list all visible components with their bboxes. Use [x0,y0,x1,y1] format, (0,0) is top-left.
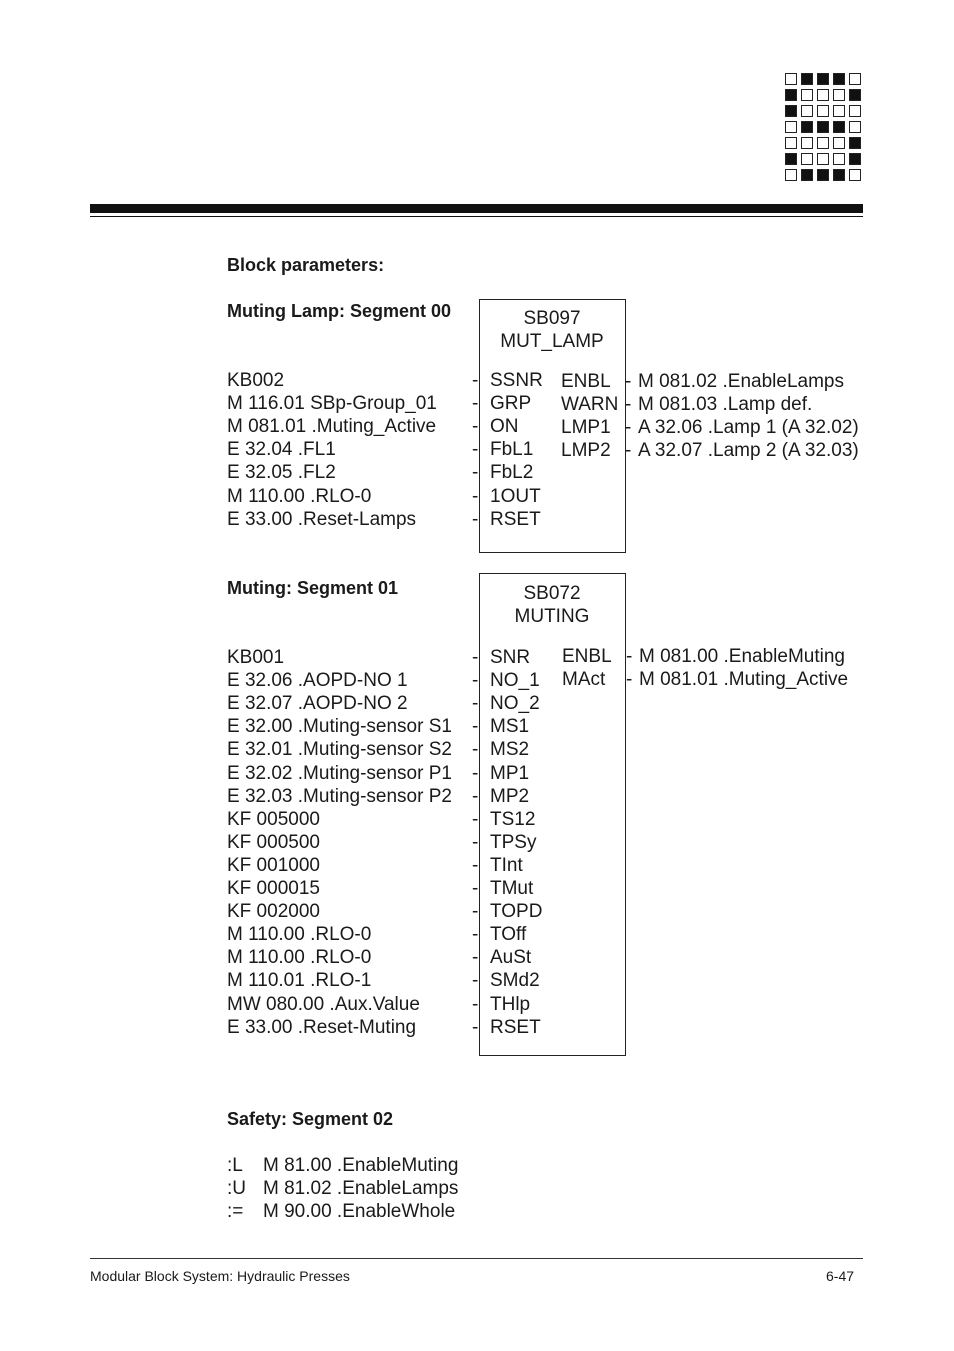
input-pin-label: MS2 [490,739,530,760]
input-pin-label: SMd2 [490,970,540,991]
input-pin-label: GRP [490,393,532,414]
input-connector: - [472,393,479,414]
output-target-label: M 081.01 .Muting_Active [639,669,849,690]
input-connector: - [472,947,479,968]
input-connector: - [472,878,479,899]
input-pin-label: FbL2 [490,462,534,483]
input-connector: - [472,739,479,760]
logo-cell [801,89,813,101]
logo-cell [801,137,813,149]
input-pin-label: MS1 [490,716,530,737]
logo-cell [817,153,829,165]
output-pin-label: LMP1 [561,417,611,438]
muting-block-id: SB072 [523,583,581,604]
safety-operator: :L [227,1155,243,1176]
input-source-label: E 32.06 .AOPD-NO 1 [227,670,408,691]
safety-segment-heading: Safety: Segment 02 [227,1109,394,1129]
logo-cell [833,153,845,165]
output-target-label: M 081.00 .EnableMuting [639,646,845,667]
logo-cell [833,121,845,133]
input-source-label: E 32.03 .Muting-sensor P2 [227,786,452,807]
logo-cell [801,169,813,181]
safety-operand: M 81.00 .EnableMuting [263,1155,459,1176]
input-pin-label: RSET [490,509,541,530]
input-pin-label: RSET [490,1017,541,1038]
footer-rule [90,1258,863,1259]
logo-cell [849,105,861,117]
input-pin-label: NO_2 [490,693,540,714]
input-pin-label: AuSt [490,947,532,968]
input-pin-label: TMut [490,878,534,899]
input-connector: - [472,716,479,737]
logo-cell [785,153,797,165]
input-source-label: M 110.00 .RLO-0 [227,924,372,945]
input-connector: - [472,786,479,807]
footer-title: Modular Block System: Hydraulic Presses [90,1268,350,1284]
logo-cell [801,121,813,133]
input-source-label: E 33.00 .Reset-Lamps [227,509,417,530]
input-pin-label: MP2 [490,786,530,807]
input-pin-label: MP1 [490,763,530,784]
page-number: 6-47 [826,1268,855,1284]
output-pin-label: MAct [562,669,606,690]
logo-cell [849,89,861,101]
logo-cell [785,73,797,85]
input-connector: - [472,439,479,460]
logo-cell [849,137,861,149]
input-source-label: M 110.00 .RLO-0 [227,947,372,968]
logo-cell [817,121,829,133]
output-pin-label: ENBL [562,646,612,667]
output-pin-label: WARN [561,394,619,415]
input-pin-label: TOff [490,924,527,945]
input-connector: - [472,763,479,784]
input-connector: - [472,486,479,507]
input-connector: - [472,416,479,437]
input-pin-label: SNR [490,647,531,668]
input-source-label: E 32.05 .FL2 [227,462,336,483]
muting-segment-heading: Muting: Segment 01 [227,578,399,598]
section-heading: Block parameters: [227,255,385,275]
lamp-block-id: SB097 [523,308,581,329]
input-source-label: M 110.01 .RLO-1 [227,970,372,991]
input-connector: - [472,670,479,691]
input-source-label: KF 000500 [227,832,320,853]
input-source-label: E 33.00 .Reset-Muting [227,1017,417,1038]
logo-cell [849,121,861,133]
output-connector: - [625,394,632,415]
logo-cell [817,73,829,85]
logo-cell [849,153,861,165]
input-source-label: MW 080.00 .Aux.Value [227,994,420,1015]
input-connector: - [472,855,479,876]
logo-cell [833,89,845,101]
input-pin-label: FbL1 [490,439,534,460]
input-source-label: KB002 [227,370,285,391]
logo-cell [785,89,797,101]
input-source-label: KB001 [227,647,285,668]
company-logo-icon [785,73,865,185]
output-connector: - [625,417,632,438]
input-connector: - [472,647,479,668]
input-source-label: KF 005000 [227,809,320,830]
output-pin-label: ENBL [561,371,611,392]
logo-cell [817,105,829,117]
input-pin-label: THlp [490,994,531,1015]
lamp-segment-heading: Muting Lamp: Segment 00 [227,301,452,321]
logo-cell [849,169,861,181]
input-source-label: E 32.00 .Muting-sensor S1 [227,716,452,737]
input-connector: - [472,1017,479,1038]
lamp-block-name: MUT_LAMP [500,331,604,352]
input-connector: - [472,693,479,714]
input-source-label: M 081.01 .Muting_Active [227,416,437,437]
logo-cell [801,153,813,165]
logo-cell [785,105,797,117]
logo-cell [849,73,861,85]
input-source-label: E 32.02 .Muting-sensor P1 [227,763,452,784]
input-source-label: KF 002000 [227,901,320,922]
output-connector: - [625,371,632,392]
input-connector: - [472,809,479,830]
safety-operand: M 81.02 .EnableLamps [263,1178,459,1199]
input-source-label: M 116.01 SBp-Group_01 [227,393,437,414]
input-source-label: E 32.01 .Muting-sensor S2 [227,739,452,760]
logo-cell [801,105,813,117]
input-source-label: E 32.04 .FL1 [227,439,336,460]
input-source-label: KF 001000 [227,855,320,876]
output-connector: - [626,669,633,690]
input-pin-label: NO_1 [490,670,540,691]
logo-cell [817,89,829,101]
input-connector: - [472,994,479,1015]
output-target-label: A 32.07 .Lamp 2 (A 32.03) [638,440,859,461]
logo-cell [785,137,797,149]
output-connector: - [626,646,633,667]
muting-block-name: MUTING [514,606,590,627]
input-connector: - [472,370,479,391]
input-connector: - [472,832,479,853]
logo-cell [833,73,845,85]
safety-operator: :U [227,1178,246,1199]
input-source-label: M 110.00 .RLO-0 [227,486,372,507]
input-source-label: KF 000015 [227,878,320,899]
input-pin-label: ON [490,416,519,437]
input-pin-label: SSNR [490,370,543,391]
input-connector: - [472,462,479,483]
input-source-label: E 32.07 .AOPD-NO 2 [227,693,408,714]
output-connector: - [625,440,632,461]
input-pin-label: TPSy [490,832,537,853]
header-rule-thick [90,204,863,213]
input-connector: - [472,901,479,922]
input-pin-label: 1OUT [490,486,541,507]
safety-operator: := [227,1201,244,1222]
logo-cell [833,169,845,181]
input-connector: - [472,509,479,530]
safety-operand: M 90.00 .EnableWhole [263,1201,456,1222]
output-pin-label: LMP2 [561,440,611,461]
logo-cell [833,105,845,117]
logo-cell [817,169,829,181]
input-pin-label: TS12 [490,809,536,830]
logo-cell [785,121,797,133]
logo-cell [785,169,797,181]
input-pin-label: TOPD [490,901,543,922]
output-target-label: M 081.02 .EnableLamps [638,371,844,392]
logo-cell [817,137,829,149]
input-pin-label: TInt [490,855,523,876]
header-rule-thin [90,216,863,217]
logo-cell [833,137,845,149]
input-connector: - [472,970,479,991]
output-target-label: M 081.03 .Lamp def. [638,394,813,415]
logo-cell [801,73,813,85]
input-connector: - [472,924,479,945]
output-target-label: A 32.06 .Lamp 1 (A 32.02) [638,417,859,438]
